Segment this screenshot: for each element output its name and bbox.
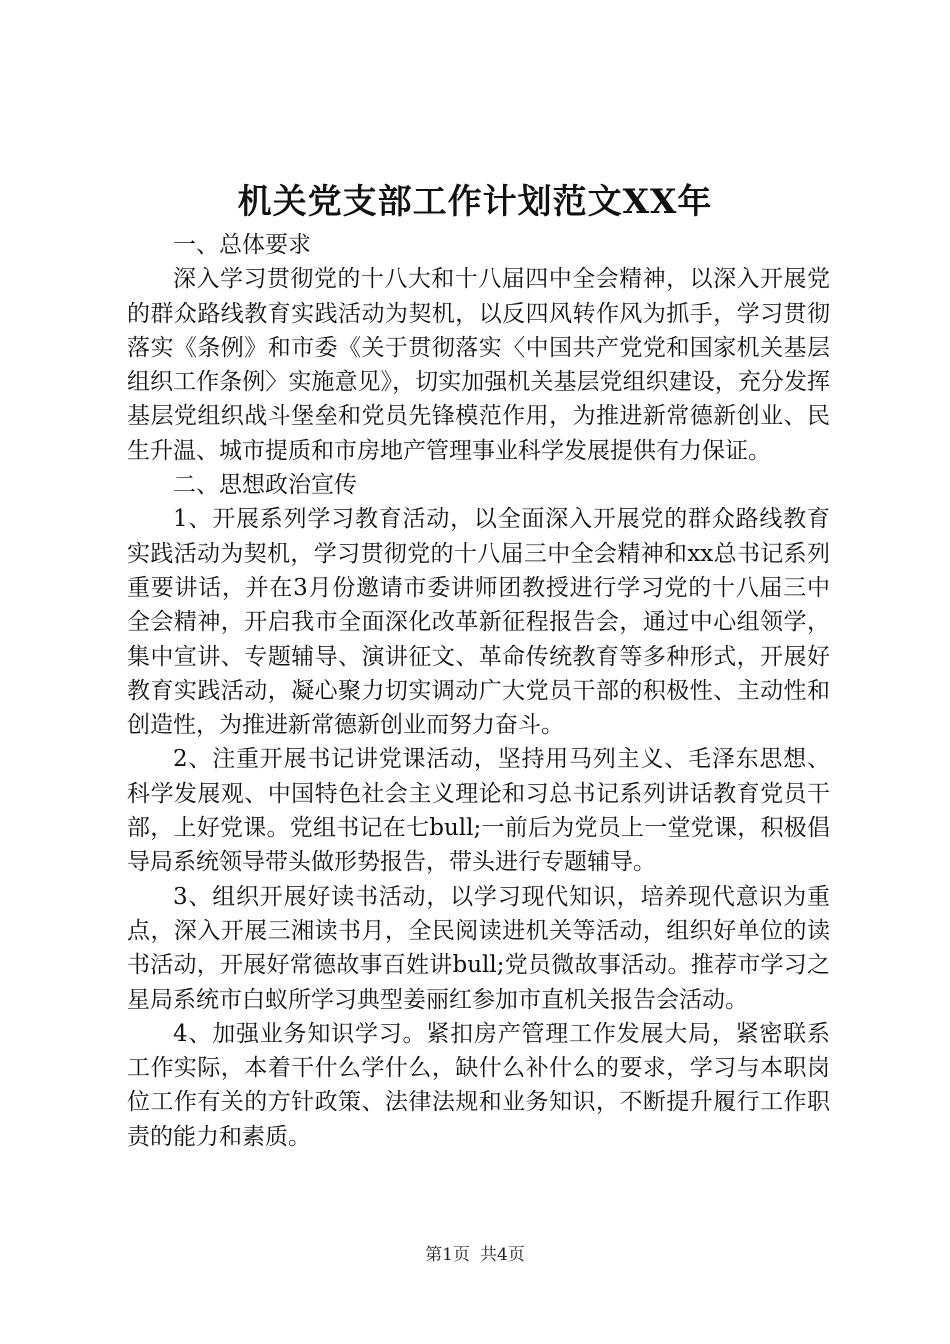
paragraph-item-2: 2、注重开展书记讲党课活动，坚持用马列主义、毛泽东思想、科学发展观、中国特色社会主义理论和习总书记系列讲话教育党员干部，上好党课。党组书记在七bull;一前后为党员上一堂党课，积极倡导局系统领导带头做形势报告，带头进行专题辅导。 xyxy=(127,746,830,876)
page-footer xyxy=(0,1243,950,1267)
section-heading-general-requirements: 一、总体要求 xyxy=(173,232,311,258)
document-body xyxy=(127,228,830,1154)
paragraph-item-4: 4、加强业务知识学习。紧扣房产管理工作发展大局，紧密联系工作实际，本着干什么学什么，缺什么补什么的要求，学习与本职岗位工作有关的方针政策、法律法规和业务知识，不断提升履行工作职责的能力和素质。 xyxy=(127,1020,830,1150)
paragraph-general-requirements: 深入学习贯彻党的十八大和十八届四中全会精神，以深入开展党的群众路线教育实践活动为契机，以反四风转作风为抓手，学习贯彻落实《条例》和市委《关于贯彻落实〈中国共产党党和国家机关基层组织工作条例〉实施意见》，切实加强机关基层党组织建设，充分发挥基层党组织战斗堡垒和党员先锋模范作用，为推进新常德新创业、民生升温、城市提质和市房地产管理事业科学发展提供有力保证。 xyxy=(127,266,830,464)
section-heading-ideological-publicity: 二、思想政治宣传 xyxy=(173,472,357,499)
paragraph-item-3: 3、组织开展好读书活动，以学习现代知识，培养现代意识为重点，深入开展三湘读书月，全民阅读进机关等活动，组织好单位的读书活动，开展好常德故事百姓讲bull;党员微故事活动。推荐市学习之星局系统市白蚁所学习典型姜丽红参加市直机关报告会活动。 xyxy=(127,883,830,1013)
page-total: 共4页 xyxy=(480,1245,525,1265)
page-number: 第1页 xyxy=(425,1245,470,1265)
paragraph-item-1: 1、开展系列学习教育活动，以全面深入开展党的群众路线教育实践活动为契机，学习贯彻党的十八届三中全会精神和xx总书记系列重要讲话，并在3月份邀请市委讲师团教授进行学习党的十八届三中全会精神，开启我市全面深化改革新征程报告会，通过中心组领学，集中宣讲、专题辅导、演讲征文、革命传统教育等多种形式，开展好教育实践活动，凝心聚力切实调动广大党员干部的积极性、主动性和创造性，为推进新常德新创业而努力奋斗。 xyxy=(127,506,830,739)
document-title: 机关党支部工作计划范文XX年 xyxy=(237,182,713,222)
